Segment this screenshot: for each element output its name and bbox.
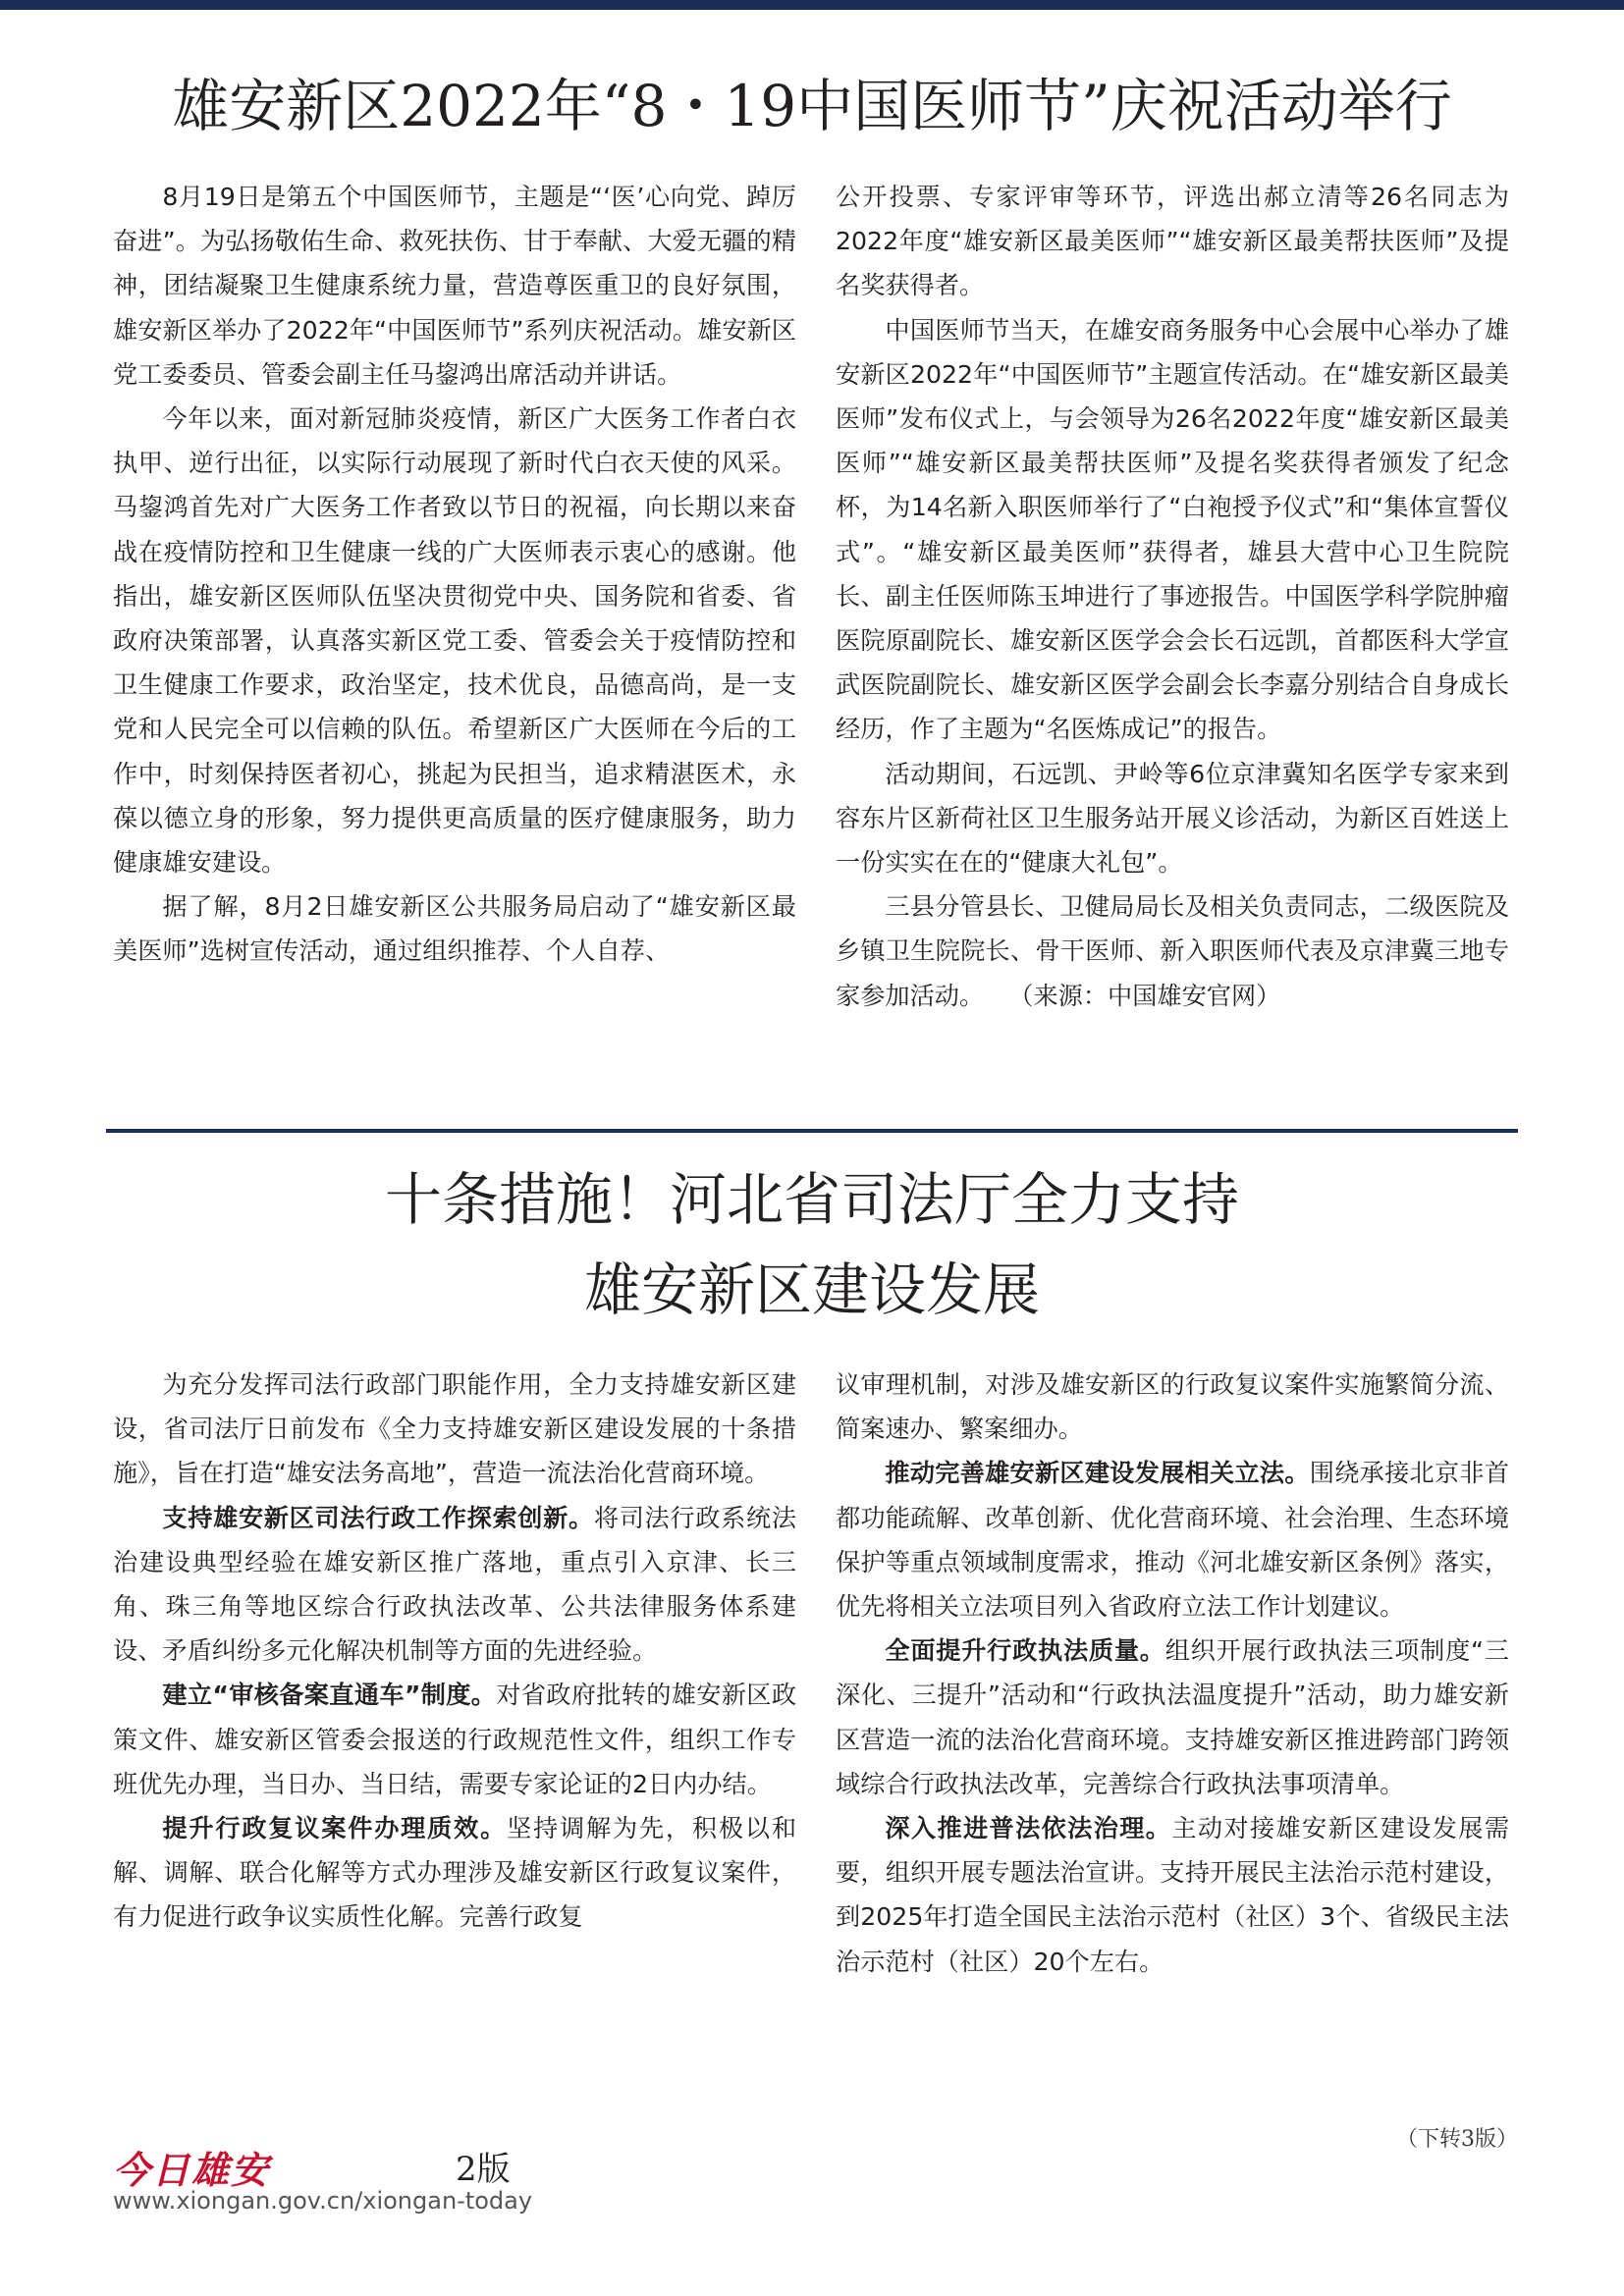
article2-item: 建立“审核备案直通车”制度。对省政府批转的雄安新区政策文件、雄安新区管委会报送的行政规范性文件，组织工作专班优先办理，当日办、当日结，需要专家论证的2日内办结。 xyxy=(113,1681,797,1798)
article1-paragraph: 今年以来，面对新冠肺炎疫情，新区广大医务工作者白衣执甲、逆行出征，以实际行动展现了新时代白衣天使的风采。马鋆鸿首先对广大医务工作者致以节日的祝福，向长期以来奋战在疫情防控和卫生健康一线的广大医师表示衷心的感谢。他指出，雄安新区医师队伍坚决贯彻党中央、国务院和省委、省政府决策部署，认真落实新区党工委、管委会关于疫情防控和卫生健康工作要求，政治坚定，技术优良，品德高尚，是一支党和人民完全可以信赖的队伍。希望新区广大医师在今后的工作中，时刻保持医者初心，挑起为民担当，追求精湛医术，永葆以德立身的形象，努力提供更高质量的医疗健康服务，助力健康雄安建设。 xyxy=(113,404,796,878)
article2-paragraph: 议审理机制，对涉及雄安新区的行政复议案件实施繁简分流、简案速办、繁案细办。 xyxy=(836,1370,1509,1444)
article2-item: 提升行政复议案件办理质效。坚持调解为先，积极以和解、调解、联合化解等方式办理涉及雄安新区行政复议案件，有力促进行政争议实质性化解。完善行政复 xyxy=(113,1814,797,1932)
page-number: 2版 xyxy=(456,2150,511,2189)
article1-paragraph: 中国医师节当天，在雄安商务服务中心会展中心举办了雄安新区2022年“中国医师节”主题宣传活动。在“雄安新区最美医师”发布仪式上，与会领导为26名2022年度“雄安新区最美医师”“雄安新区最美帮扶医师”及提名奖获得者颁发了纪念杯，为14名新入职医师举行了“白袍授予仪式”和“集体宣誓仪式”。“雄安新区最美医师”获得者，雄县大营中心卫生院院长、副主任医师陈玉坤进行了事迹报告。中国医学科学院肿瘤医院原副院长、雄安新区医学会会长石远凯，首都医科大学宣武医院副院长、雄安新区医学会副会长李嘉分别结合自身成长经历，作了主题为“名医炼成记”的报告。 xyxy=(836,315,1509,744)
article1-title: 雄安新区2022年“8・19中国医师节”庆祝活动举行 xyxy=(172,73,1452,139)
article2-item: 全面提升行政执法质量。组织开展行政执法三项制度“三深化、三提升”活动和“行政执法温度提升”活动，助力雄安新区营造一流的法治化营商环境。支持雄安新区推进跨部门跨领域综合行政执法改革，完善综合行政执法事项清单。 xyxy=(836,1636,1509,1798)
website-link[interactable]: www.xiongan.gov.cn/xiongan-today xyxy=(113,2187,533,2215)
article1-left-column xyxy=(113,175,796,974)
section-divider xyxy=(106,1129,1518,1133)
article2-item: 深入推进普法依法治理。主动对接雄安新区建设发展需要，组织开展专题法治宣讲。支持开展民主法治示范村建设，到2025年打造全国民主法治示范村（社区）3个、省级民主法治示范村（社区）20个左右。 xyxy=(836,1814,1510,1976)
article1-paragraph: 活动期间，石远凯、尹岭等6位京津冀知名医学专家来到容东片区新荷社区卫生服务站开展义诊活动，为新区百姓送上一份实实在在的“健康大礼包”。 xyxy=(836,759,1509,878)
article2-item: 推动完善雄安新区建设发展相关立法。围绕承接北京非首都功能疏解、改革创新、优化营商环境、社会治理、生态环境保护等重点领域制度需求，推动《河北雄安新区条例》落实，优先将相关立法项目列入省政府立法工作计划建议。 xyxy=(836,1459,1510,1622)
article2-title-line2: 雄安新区建设发展 xyxy=(583,1256,1040,1323)
article1-paragraph: 三县分管县长、卫健局局长及相关负责同志，二级医院及乡镇卫生院院长、骨干医师、新入职医师代表及京津冀三地专家参加活动。 （来源：中国雄安官网） xyxy=(836,892,1509,1010)
article1-right-column xyxy=(836,175,1509,1018)
article1-paragraph: 8月19日是第五个中国医师节，主题是“‘医’心向党、踔厉奋进”。为弘扬敬佑生命、救死扶伤、甘于奉献、大爱无疆的精神，团结凝聚卫生健康系统力量，营造尊医重卫的良好氛围，雄安新区举办了2022年“中国医师节”系列庆祝活动。雄安新区党工委委员、管委会副主任马鋆鸿出席活动并讲话。 xyxy=(113,183,796,389)
article2-item: 支持雄安新区司法行政工作探索创新。将司法行政系统法治建设典型经验在雄安新区推广落地，重点引入京津、长三角、珠三角等地区综合行政执法改革、公共法律服务体系建设、矛盾纠纷多元化解决机制等方面的先进经验。 xyxy=(113,1503,797,1666)
article2-right-column xyxy=(836,1362,1509,1984)
article2-title-line1: 十条措施！河北省司法厅全力支持 xyxy=(384,1166,1239,1233)
article2-intro: 为充分发挥司法行政部门职能作用，全力支持雄安新区建设，省司法厅日前发布《全力支持雄安新区建设发展的十条措施》，旨在打造“雄安法务高地”，营造一流法治化营商环境。 xyxy=(113,1370,796,1488)
article2-left-column xyxy=(113,1362,796,1940)
newspaper-logo: 今日雄安 xyxy=(113,2148,271,2192)
turn-to-page-note: （下转3版） xyxy=(1396,2127,1518,2152)
article1-paragraph: 据了解，8月2日雄安新区公共服务局启动了“雄安新区最美医师”选树宣传活动，通过组织推荐、个人自荐、 xyxy=(113,892,796,966)
top-bar xyxy=(0,0,1624,10)
article1-source: （来源：中国雄安官网） xyxy=(1020,981,1281,1010)
article1-paragraph: 公开投票、专家评审等环节，评选出郝立清等26名同志为2022年度“雄安新区最美医师”“雄安新区最美帮扶医师”及提名奖获得者。 xyxy=(836,183,1509,300)
